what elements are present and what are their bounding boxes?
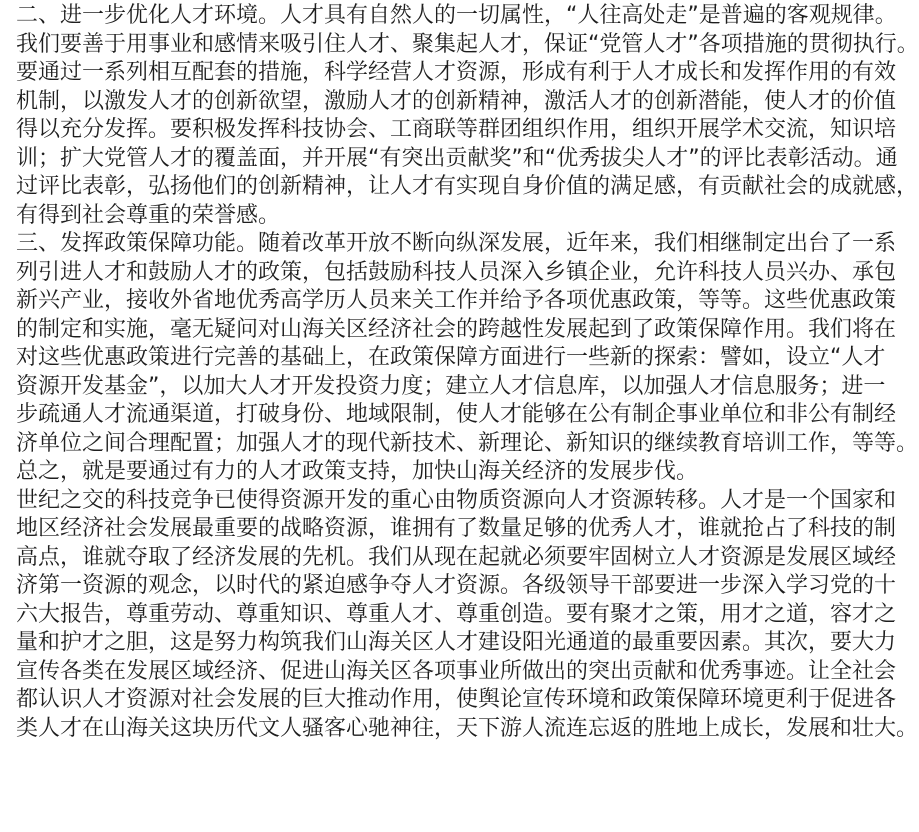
text-line: 济单位之间合理配置；加强人才的现代新技术、新理论、新知识的继续教育培训工作，等等。 xyxy=(16,430,919,456)
text-line: 世纪之交的科技竞争已使得资源开发的重心由物质资源向人才资源转移。人才是一个国家和 xyxy=(16,487,897,513)
text-line: 列引进人才和鼓励人才的政策，包括鼓励科技人员深入乡镇企业，允许科技人员兴办、承包 xyxy=(16,259,897,285)
text-line: 三、发挥政策保障功能。随着改革开放不断向纵深发展，近年来，我们相继制定出台了一系 xyxy=(16,231,897,256)
text-line: 高点，谁就夺取了经济发展的先机。我们从现在起就必须要牢固树立人才资源是发展区域经 xyxy=(16,544,897,570)
text-line: 步疏通人才流通渠道，打破身份、地域限制，使人才能够在公有制企事业单位和非公有制经 xyxy=(16,402,897,427)
paragraph xyxy=(16,487,919,744)
text-line: 地区经济社会发展最重要的战略资源，谁拥有了数量足够的优秀人才，谁就抢占了科技的制 xyxy=(16,516,897,541)
text-line: 二、进一步优化人才环境。人才具有自然人的一切属性，“人往高处走”是普遍的客观规律。 xyxy=(16,3,897,28)
text-line: 过评比表彰，弘扬他们的创新精神，让人才有实现自身价值的满足感，有贡献社会的成就感， xyxy=(16,174,919,199)
text-line: 宣传各类在发展区域经济、促进山海关区各项事业所做出的突出贡献和优秀事迹。让全社会 xyxy=(16,658,897,684)
text-line: 得以充分发挥。要积极发挥科技协会、工商联等群团组织作用，组织开展学术交流，知识培 xyxy=(16,117,897,142)
text-line: 机制，以激发人才的创新欲望，激励人才的创新精神，激活人才的创新潜能，使人才的价值 xyxy=(16,88,897,114)
text-line: 类人才在山海关这块历代文人骚客心驰神往，天下游人流连忘返的胜地上成长，发展和壮大。 xyxy=(16,715,919,741)
document-body xyxy=(16,2,919,743)
text-line: 资源开发基金”，以加大人才开发投资力度；建立人才信息库，以加强人才信息服务；进一 xyxy=(16,373,886,399)
text-line: 对这些优惠政策进行完善的基础上，在政策保障方面进行一些新的探索：譬如，设立“人才 xyxy=(16,345,886,370)
text-line: 的制定和实施，毫无疑问对山海关区经济社会的跨越性发展起到了政策保障作用。我们将在 xyxy=(16,316,897,342)
text-line: 要通过一系列相互配套的措施，科学经营人才资源，形成有利于人才成长和发挥作用的有效 xyxy=(16,60,897,85)
text-line: 量和护才之胆，这是努力构筑我们山海关区人才建设阳光通道的最重要因素。其次，要大力 xyxy=(16,630,897,655)
text-line: 有得到社会尊重的荣誉感。 xyxy=(16,202,281,228)
text-line: 新兴产业，接收外省地优秀高学历人员来关工作并给予各项优惠政策，等等。这些优惠政策 xyxy=(16,288,897,313)
text-line: 都认识人才资源对社会发展的巨大推动作用，使舆论宣传环境和政策保障环境更利于促进各 xyxy=(16,687,897,712)
text-line: 济第一资源的观念，以时代的紧迫感争夺人才资源。各级领导干部要进一步深入学习党的十 xyxy=(16,573,897,598)
text-line: 六大报告，尊重劳动、尊重知识、尊重人才、尊重创造。要有聚才之策，用才之道，容才之 xyxy=(16,601,897,627)
text-line: 训；扩大党管人才的覆盖面，并开展“有突出贡献奖”和“优秀拔尖人才”的评比表彰活动。通 xyxy=(16,145,898,171)
text-line: 我们要善于用事业和感情来吸引住人才、聚集起人才，保证“党管人才”各项措施的贯彻执行。 xyxy=(16,31,919,57)
paragraph xyxy=(16,2,919,230)
text-line: 总之，就是要通过有力的人才政策支持，加快山海关经济的发展步伐。 xyxy=(16,459,699,484)
paragraph xyxy=(16,230,919,487)
